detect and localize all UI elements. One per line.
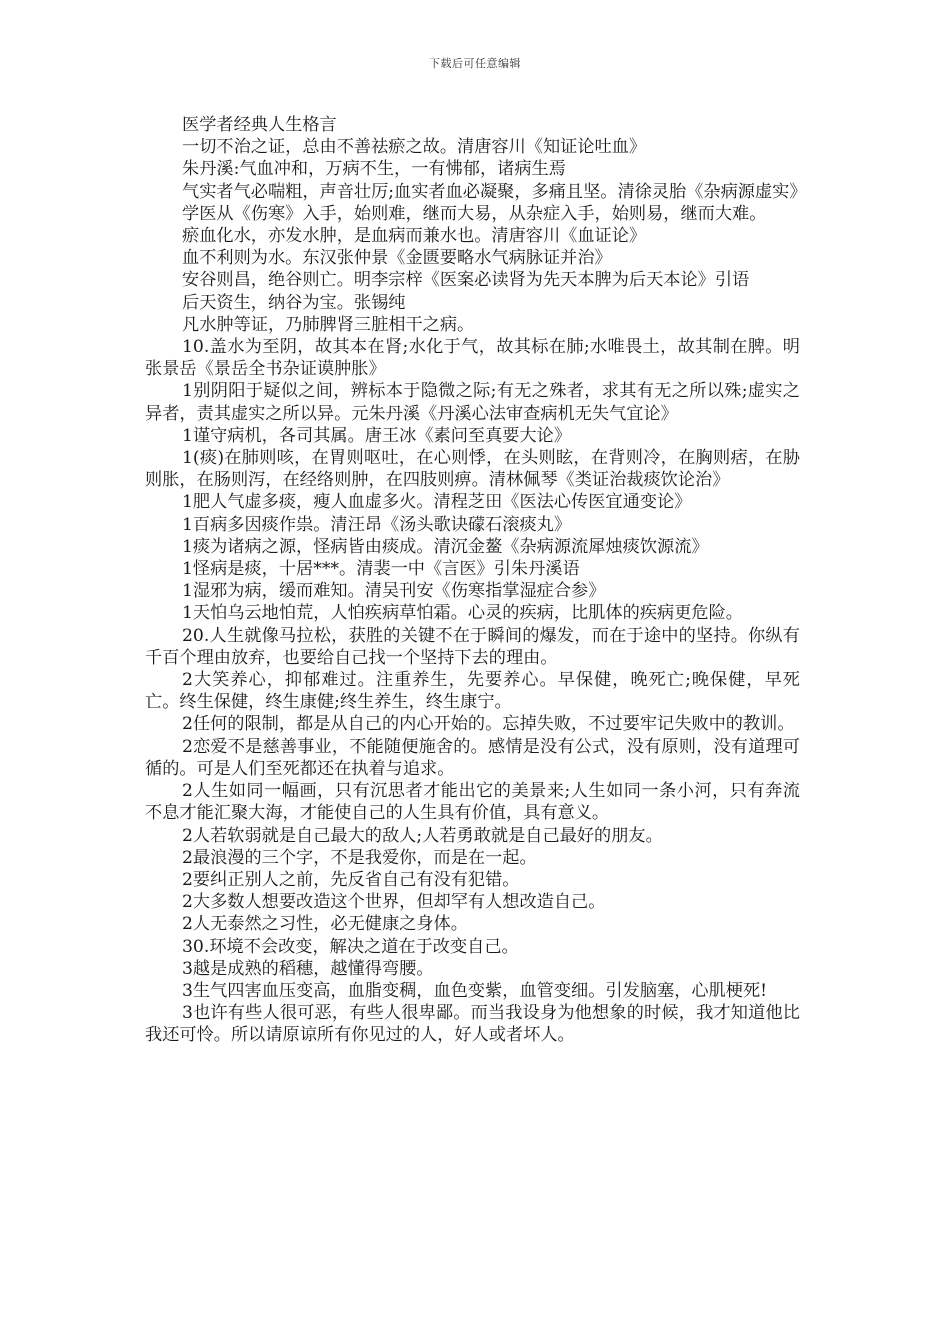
paragraph: 学医从《伤寒》入手，始则难，继而大易，从杂症入手，始则易，继而大难。 xyxy=(182,203,767,224)
paragraph: 安谷则昌，绝谷则亡。明李宗梓《医案必读肾为先天本脾为后天本论》引语 xyxy=(182,270,750,291)
document-body xyxy=(145,114,807,1047)
paragraph: 2大笑养心，抑郁难过。注重养生，先要养心。早保健，晚死亡;晚保健，早死亡。终生保健，终生康健;终生养生，终生康宁。 xyxy=(145,670,800,713)
paragraph: 后天资生，纳谷为宝。张锡纯 xyxy=(182,292,406,313)
paragraph: 10.盖水为至阴，故其本在肾;水化于气，故其标在肺;水唯畏土，故其制在脾。明张景岳《景岳全书杂证谟肿胀》 xyxy=(145,337,800,380)
paragraph: 1天怕乌云地怕荒，人怕疾病草怕霜。心灵的疾病，比肌体的疾病更危险。 xyxy=(182,603,743,624)
paragraph: 3也许有些人很可恶，有些人很卑鄙。而当我设身为他想象的时候，我才知道他比我还可怜。所以请原谅所有你见过的人，好人或者坏人。 xyxy=(145,1003,800,1046)
paragraph: 30.环境不会改变，解决之道在于改变自己。 xyxy=(182,936,519,957)
paragraph: 气实者气必喘粗，声音壮厉;血实者血必凝聚，多痛且坚。清徐灵胎《杂病源虚实》 xyxy=(182,181,807,202)
paragraph: 凡水肿等证，乃肺脾肾三脏相干之病。 xyxy=(182,314,475,335)
paragraph: 2最浪漫的三个字，不是我爱你，而是在一起。 xyxy=(182,847,537,868)
paragraph: 2要纠正别人之前，先反省自己有没有犯错。 xyxy=(182,869,520,890)
paragraph: 瘀血化水，亦发水肿，是血病而兼水也。清唐容川《血证论》 xyxy=(182,226,647,247)
paragraph: 3越是成熟的稻穗，越懂得弯腰。 xyxy=(182,958,434,979)
paragraph: 2人生如同一幅画，只有沉思者才能出它的美景来;人生如同一条小河，只有奔流不息才能汇聚大海，才能使自己的人生具有价值，具有意义。 xyxy=(145,781,800,824)
paragraph: 血不利则为水。东汉张仲景《金匮要略水气病脉证并治》 xyxy=(182,248,612,269)
paragraph: 1湿邪为病，缓而难知。清吴刊安《伤寒指掌湿症合参》 xyxy=(182,581,606,602)
paragraph: 2大多数人想要改造这个世界，但却罕有人想改造自己。 xyxy=(182,892,606,913)
paragraph: 1谨守病机，各司其属。唐王冰《素问至真要大论》 xyxy=(182,425,572,446)
paragraph: 2人无泰然之习性，必无健康之身体。 xyxy=(182,914,468,935)
document-title: 医学者经典人生格言 xyxy=(182,115,337,135)
page-header-note: 下载后可任意编辑 xyxy=(429,57,521,70)
paragraph: 朱丹溪:气血冲和，万病不生，一有怫郁，诸病生焉 xyxy=(182,159,566,180)
paragraph: 20.人生就像马拉松，获胜的关键不在于瞬间的爆发，而在于途中的坚持。你纵有千百个理由放弃，也要给自己找一个坚持下去的理由。 xyxy=(145,625,800,668)
paragraph: 1肥人气虚多痰，瘦人血虚多火。清程芝田《医法心传医宜通变论》 xyxy=(182,492,692,513)
paragraph: 1怪病是痰，十居***。清裴一中《言医》引朱丹溪语 xyxy=(182,559,580,580)
paragraph: 3生气四害血压变高，血脂变稠，血色变紫，血管变细。引发脑塞，心肌梗死! xyxy=(182,980,768,1001)
paragraph: 2人若软弱就是自己最大的敌人;人若勇敢就是自己最好的朋友。 xyxy=(182,825,663,846)
paragraph: 1别阴阳于疑似之间，辨标本于隐微之际;有无之殊者，求其有无之所以殊;虚实之异者，责其虚实之所以异。元朱丹溪《丹溪心法审查病机无失气宜论》 xyxy=(145,381,800,424)
paragraph: 1百病多因痰作祟。清汪昂《汤头歌诀礞石滚痰丸》 xyxy=(182,514,572,535)
paragraph: 一切不治之证，总由不善祛瘀之故。清唐容川《知证论吐血》 xyxy=(182,137,647,158)
paragraph: 1痰为诸病之源，怪病皆由痰成。清沉金鳌《杂病源流犀烛痰饮源流》 xyxy=(182,536,709,557)
paragraph: 2恋爱不是慈善事业，不能随便施舍的。感情是没有公式，没有原则，没有道理可循的。可是人们至死都还在执着与追求。 xyxy=(145,736,800,779)
paragraph: 2任何的限制，都是从自己的内心开始的。忘掉失败，不过要牢记失败中的教训。 xyxy=(182,714,795,735)
paragraph: 1(痰)在肺则咳，在胃则呕吐，在心则悸，在头则眩，在背则冷，在胸则痞，在胁则胀，在肠则泻，在经络则肿，在四肢则痹。清林佩琴《类证治裁痰饮论治》 xyxy=(145,448,800,491)
